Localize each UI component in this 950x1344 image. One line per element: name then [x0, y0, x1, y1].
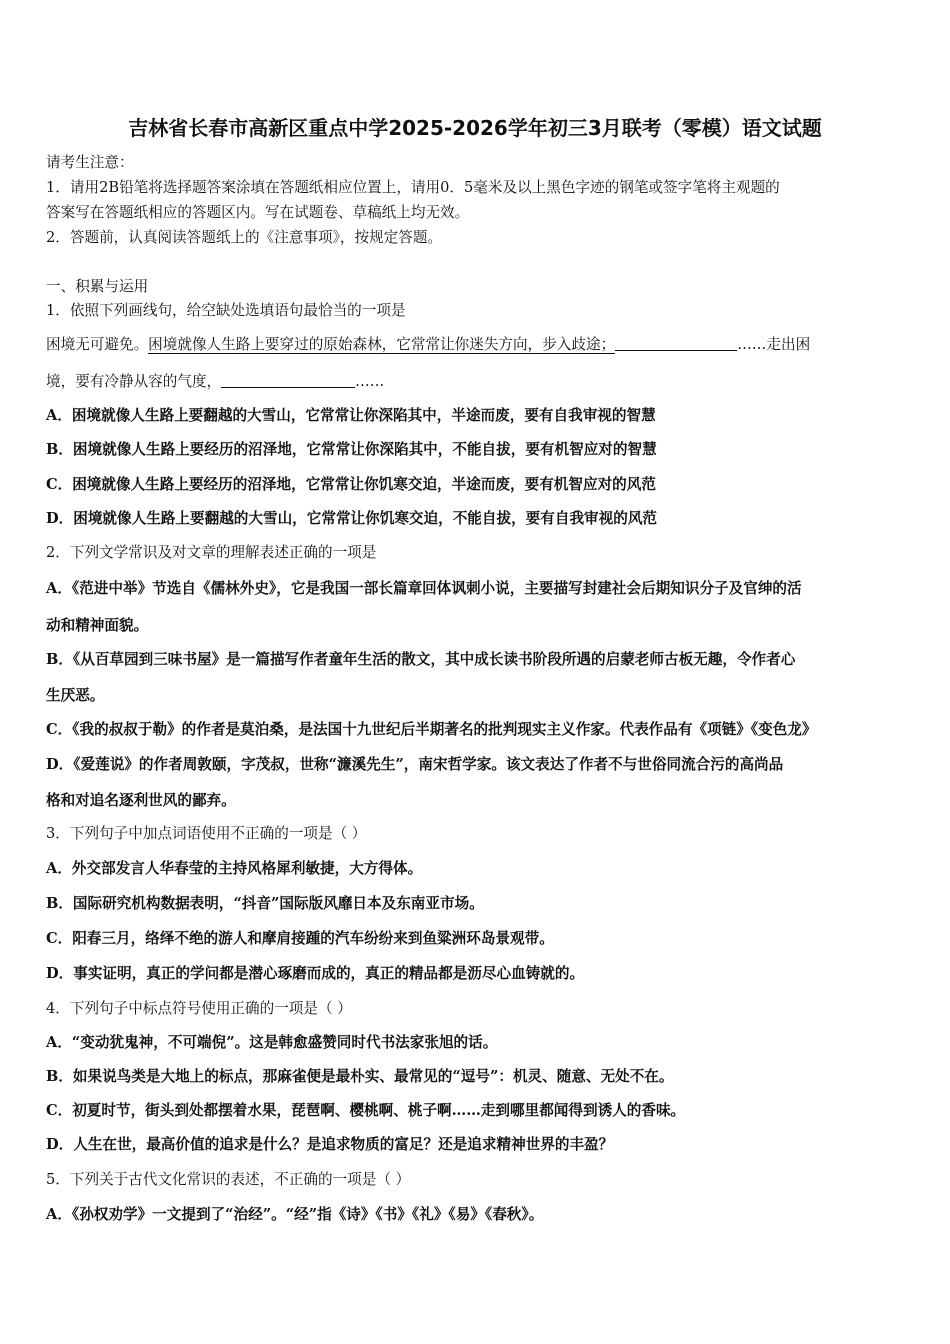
q1-underlined-sentence: 困境就像人生路上要穿过的原始森林，它常常让你迷失方向，步入歧途；: [148, 336, 616, 353]
q3-stem: 3．下列句子中加点词语使用不正确的一项是（ ）: [46, 825, 367, 842]
notice-item-1-line-1: 1．请用2B铅笔将选择题答案涂填在答题纸相应位置上，请用0．5毫米及以上黑色字迹的钢笔或签字笔将主观题的: [46, 179, 780, 196]
q2-option-c[interactable]: C．《我的叔叔于勒》的作者是莫泊桑，是法国十九世纪后半期著名的批判现实主义作家。代表作品有《项链》《变色龙》: [46, 721, 817, 738]
q1-passage-line-2: [46, 373, 908, 391]
q1-passage-cont: 境，要有冷静从容的气度，: [46, 373, 222, 390]
notice-heading: 请考生注意：: [46, 154, 134, 171]
q2-option-a-line-1[interactable]: A．《范进中举》节选自《儒林外史》，它是我国一部长篇章回体讽刺小说，主要描写封建社会后期知识分子及官绅的活: [46, 580, 802, 597]
q1-passage-end: ……: [355, 373, 385, 390]
q3-option-d[interactable]: D．事实证明，真正的学问都是潜心琢磨而成的，真正的精品都是沥尽心血铸就的。: [46, 965, 585, 982]
q3-option-b[interactable]: B．国际研究机构数据表明，“抖音”国际版风靡日本及东南亚市场。: [46, 895, 484, 912]
q1-passage-lead: 困境无可避免。: [46, 336, 149, 353]
q3-option-a[interactable]: A．外交部发言人华春莹的主持风格犀利敏捷，大方得体。: [46, 860, 423, 877]
q2-stem: 2．下列文学常识及对文章的理解表述正确的一项是: [46, 544, 377, 561]
q1-stem: 1．依照下列画线句，给空缺处选填语句最恰当的一项是: [46, 302, 406, 319]
q2-option-d-line-2[interactable]: 格和对追名逐利世风的鄙弃。: [46, 792, 236, 809]
q1-blank-2: [221, 373, 355, 388]
q5-stem: 5．下列关于古代文化常识的表述，不正确的一项是（ ）: [46, 1171, 411, 1188]
q1-passage-line-1: [46, 336, 908, 354]
q1-option-d[interactable]: D．困境就像人生路上要翻越的大雪山，它常常让你饥寒交迫，不能自拔，要有自我审视的风范: [46, 510, 658, 527]
q5-option-a[interactable]: A．《孙权劝学》一文提到了“治经”。“经”指《诗》《书》《礼》《易》《春秋》。: [46, 1206, 544, 1223]
q4-option-a[interactable]: A．“变动犹鬼神，不可端倪”。这是韩愈盛赞同时代书法家张旭的话。: [46, 1034, 498, 1051]
q1-option-a[interactable]: A．困境就像人生路上要翻越的大雪山，它常常让你深陷其中，半途而废，要有自我审视的智慧: [46, 407, 656, 424]
q2-option-a-line-2[interactable]: 动和精神面貌。: [46, 617, 149, 634]
q1-option-c[interactable]: C．困境就像人生路上要经历的沼泽地，它常常让你饥寒交迫，半途而废，要有机智应对的风范: [46, 476, 656, 493]
notice-item-1-line-2: 答案写在答题纸相应的答题区内。写在试题卷、草稿纸上均无效。: [46, 204, 470, 221]
q4-stem: 4．下列句子中标点符号使用正确的一项是（ ）: [46, 1000, 352, 1017]
q2-option-d-line-1[interactable]: D．《爱莲说》的作者周敦颐，字茂叔，世称“濂溪先生”，南宋哲学家。该文表达了作者不与世俗同流合污的高尚品: [46, 756, 784, 773]
q2-option-b-line-2[interactable]: 生厌恶。: [46, 687, 105, 704]
page-title: 吉林省长春市高新区重点中学2025-2026学年初三3月联考（零模）语文试题: [128, 116, 822, 140]
q2-option-b-line-1[interactable]: B．《从百草园到三味书屋》是一篇描写作者童年生活的散文，其中成长读书阶段所遇的启蒙老师古板无趣，令作者心: [46, 651, 796, 668]
q3-option-c[interactable]: C．阳春三月，络绎不绝的游人和摩肩接踵的汽车纷纷来到鱼粱洲环岛景观带。: [46, 930, 554, 947]
q1-passage-tail: ……走出困: [737, 336, 811, 353]
q4-option-b[interactable]: B．如果说鸟类是大地上的标点，那麻雀便是最朴实、最常见的“逗号”：机灵、随意、无处不在。: [46, 1068, 674, 1085]
q4-option-d[interactable]: D．人生在世，最高价值的追求是什么？是追求物质的富足？还是追求精神世界的丰盈？: [46, 1136, 614, 1153]
q1-blank-1: [615, 336, 737, 351]
notice-item-2: 2．答题前，认真阅读答题纸上的《注意事项》，按规定答题。: [46, 229, 443, 246]
q4-option-c[interactable]: C．初夏时节，街头到处都摆着水果，琵琶啊、樱桃啊、桃子啊……走到哪里都闻得到诱人的香味。: [46, 1102, 686, 1119]
q1-option-b[interactable]: B．困境就像人生路上要经历的沼泽地，它常常让你深陷其中，不能自拔，要有机智应对的智慧: [46, 441, 657, 458]
section-heading: 一、积累与运用: [46, 278, 149, 295]
